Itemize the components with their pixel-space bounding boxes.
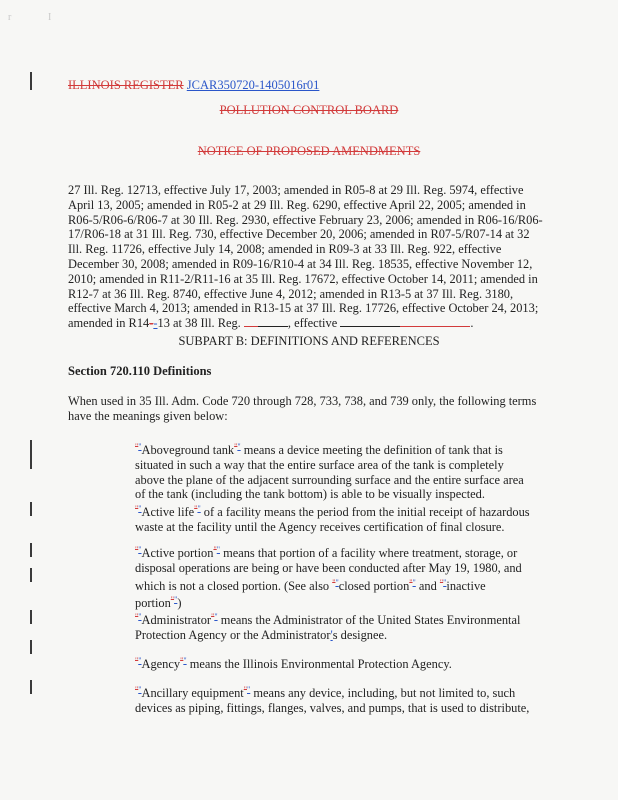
- blank-effective-date: [340, 316, 400, 327]
- notice-title-struck: NOTICE OF PROPOSED AMENDMENTS: [197, 144, 421, 158]
- old-quote: ": [213, 545, 217, 554]
- definition-active-portion: [135, 543, 535, 611]
- new-quote: ": [183, 656, 187, 665]
- change-bar: [30, 568, 32, 582]
- new-quote: ": [197, 504, 201, 513]
- old-quote: ": [194, 504, 198, 513]
- new-quote: ": [138, 545, 142, 554]
- new-quote: ": [412, 577, 416, 587]
- definition-term: Agency: [141, 657, 181, 671]
- definition-end: ): [177, 596, 182, 611]
- definition-active-life: [135, 502, 535, 535]
- old-quote: ": [409, 577, 413, 587]
- old-quote: ": [135, 612, 139, 621]
- new-quote: ": [237, 442, 241, 451]
- board-title-struck: POLLUTION CONTROL BOARD: [219, 103, 399, 117]
- cross-ref-closed-portion: closed portion: [338, 578, 410, 593]
- cross-ref-connector: and: [415, 578, 440, 593]
- definition-term: Aboveground tank: [141, 443, 235, 457]
- jcar-id: JCAR350720-1405016r01: [186, 78, 320, 92]
- new-quote: ": [247, 685, 251, 694]
- new-quote: ": [443, 577, 447, 587]
- history-text: 27 Ill. Reg. 12713, effective July 17, 2003; amended in R05-8 at 29 Ill. Reg. 5974, effective April 13, 2005; amended in R05-2 at 29 Ill. Reg. 6290, effective April 22, 2005; amended in R06-5/R06-6/R06-7 at 30 Ill. Reg. 2930, effective February 23, 2006; amended in R06-16/R06-17/R06-18 at 31 Ill. Reg. 730, effective December 20, 2006; amended in R07-5/R07-14 at 32 Ill. Reg. 11726, effective July 14, 2008; amended in R09-3 at 33 Ill. Reg. 922, effective December 30, 2008; amended in R09-16/R10-4 at 34 Ill. Reg. 18535, effective November 12, 2010; amended in R11-2/R11-16 at 35 Ill. Reg. 17672, effective October 14, 2011; amended in R12-7 at 36 Ill. Reg. 8740, effective June 4, 2012; amended in R13-5 at 37 Ill. Reg. 3180, effective March 4, 2013; amended in R13-15 at 37 Ill. Reg. 17726, effective October 24, 2013; amended in R14: [68, 183, 543, 331]
- cross-ref-inactive-portion: inactive portion: [135, 578, 486, 611]
- change-bar: [30, 640, 32, 654]
- change-bar: [30, 680, 32, 694]
- definition-body: means the Illinois Environmental Protection Agency.: [186, 657, 452, 671]
- source-history-paragraph: [68, 183, 543, 331]
- new-quote: ": [138, 612, 142, 621]
- definition-body: of a facility means the period from the initial receipt of hazardous waste at the facility until the Agency receives certification of final closure.: [135, 505, 530, 534]
- definition-term: Ancillary equipment: [141, 686, 244, 700]
- new-quote: ": [214, 612, 218, 621]
- old-quote: ": [170, 595, 175, 605]
- definition-end: s designee.: [332, 627, 388, 642]
- definition-body: means that portion of a facility where treatment, storage, or disposal operations are being or have been conducted after May 19, 1980, and which is not a closed portion. (See also: [135, 546, 522, 593]
- blank-struck: [244, 316, 258, 327]
- definition-ancillary-equipment: [135, 683, 535, 716]
- history-effective: , effective: [287, 316, 338, 331]
- blank-register-page: [258, 316, 288, 327]
- old-quote: ": [135, 545, 139, 554]
- subpart-heading: SUBPART B: DEFINITIONS AND REFERENCES: [178, 334, 440, 348]
- corner-mark-right: I: [48, 12, 52, 23]
- notice-header: [0, 144, 618, 159]
- change-bar: [30, 610, 32, 624]
- new-quote: ": [174, 595, 178, 605]
- old-quote: ": [135, 504, 139, 513]
- old-quote: ": [332, 577, 336, 587]
- intro-paragraph: When used in 35 Ill. Adm. Code 720 through 728, 733, 738, and 739 only, the following terms have the meanings given below:: [68, 394, 537, 423]
- history-tail: 13 at 38 Ill. Reg.: [157, 316, 241, 331]
- old-quote: ": [135, 442, 139, 451]
- definition-body: means a device meeting the definition of tank that is situated in such a way that the entire surface area of the tank is completely above the plane of the adjacent surrounding surface and the entire surface area of the tank (including the tank bottom) is able to be visually inspected.: [135, 443, 524, 502]
- new-quote: ": [216, 545, 220, 554]
- board-header: [0, 103, 618, 118]
- old-quote: ": [234, 442, 238, 451]
- history-inserted-dash: -: [153, 316, 158, 331]
- corner-mark-left: r: [8, 12, 12, 23]
- change-bar: [30, 455, 32, 469]
- history-end: .: [470, 316, 474, 331]
- definition-administrator: [135, 610, 535, 643]
- change-bar: [30, 543, 32, 557]
- definition-aboveground-tank: [135, 440, 535, 502]
- history-struck-dash: -: [149, 316, 154, 331]
- definition-term: Administrator: [141, 613, 212, 627]
- old-quote: ": [135, 656, 139, 665]
- definition-body: means the Administrator of the United States Environmental Protection Agency or the Administrator: [135, 613, 521, 642]
- new-quote: ": [335, 577, 339, 587]
- section-heading: Section 720.110 Definitions: [68, 364, 212, 378]
- old-quote: ": [135, 685, 139, 694]
- old-quote: ": [439, 577, 444, 587]
- old-quote: ": [211, 612, 215, 621]
- blank-effective-date-red: [400, 316, 470, 327]
- definition-term: Active portion: [141, 546, 214, 560]
- new-quote: ": [138, 504, 142, 513]
- change-bar: [30, 72, 32, 90]
- new-quote: ": [138, 685, 142, 694]
- register-header: [68, 78, 319, 93]
- new-quote: ": [138, 442, 142, 451]
- old-quote: ": [243, 685, 247, 694]
- definition-agency: [135, 654, 535, 672]
- old-quote: ": [180, 656, 184, 665]
- new-quote: ": [138, 656, 142, 665]
- register-title-struck: ILLINOIS REGISTER: [68, 78, 184, 92]
- definition-body: means any device, including, but not limited to, such devices as piping, fittings, flanges, valves, and pumps, that is used to distribute,: [135, 686, 530, 715]
- definition-term: Active life: [141, 505, 195, 519]
- inserted-apostrophe: ': [330, 627, 333, 642]
- change-bar: [30, 502, 32, 516]
